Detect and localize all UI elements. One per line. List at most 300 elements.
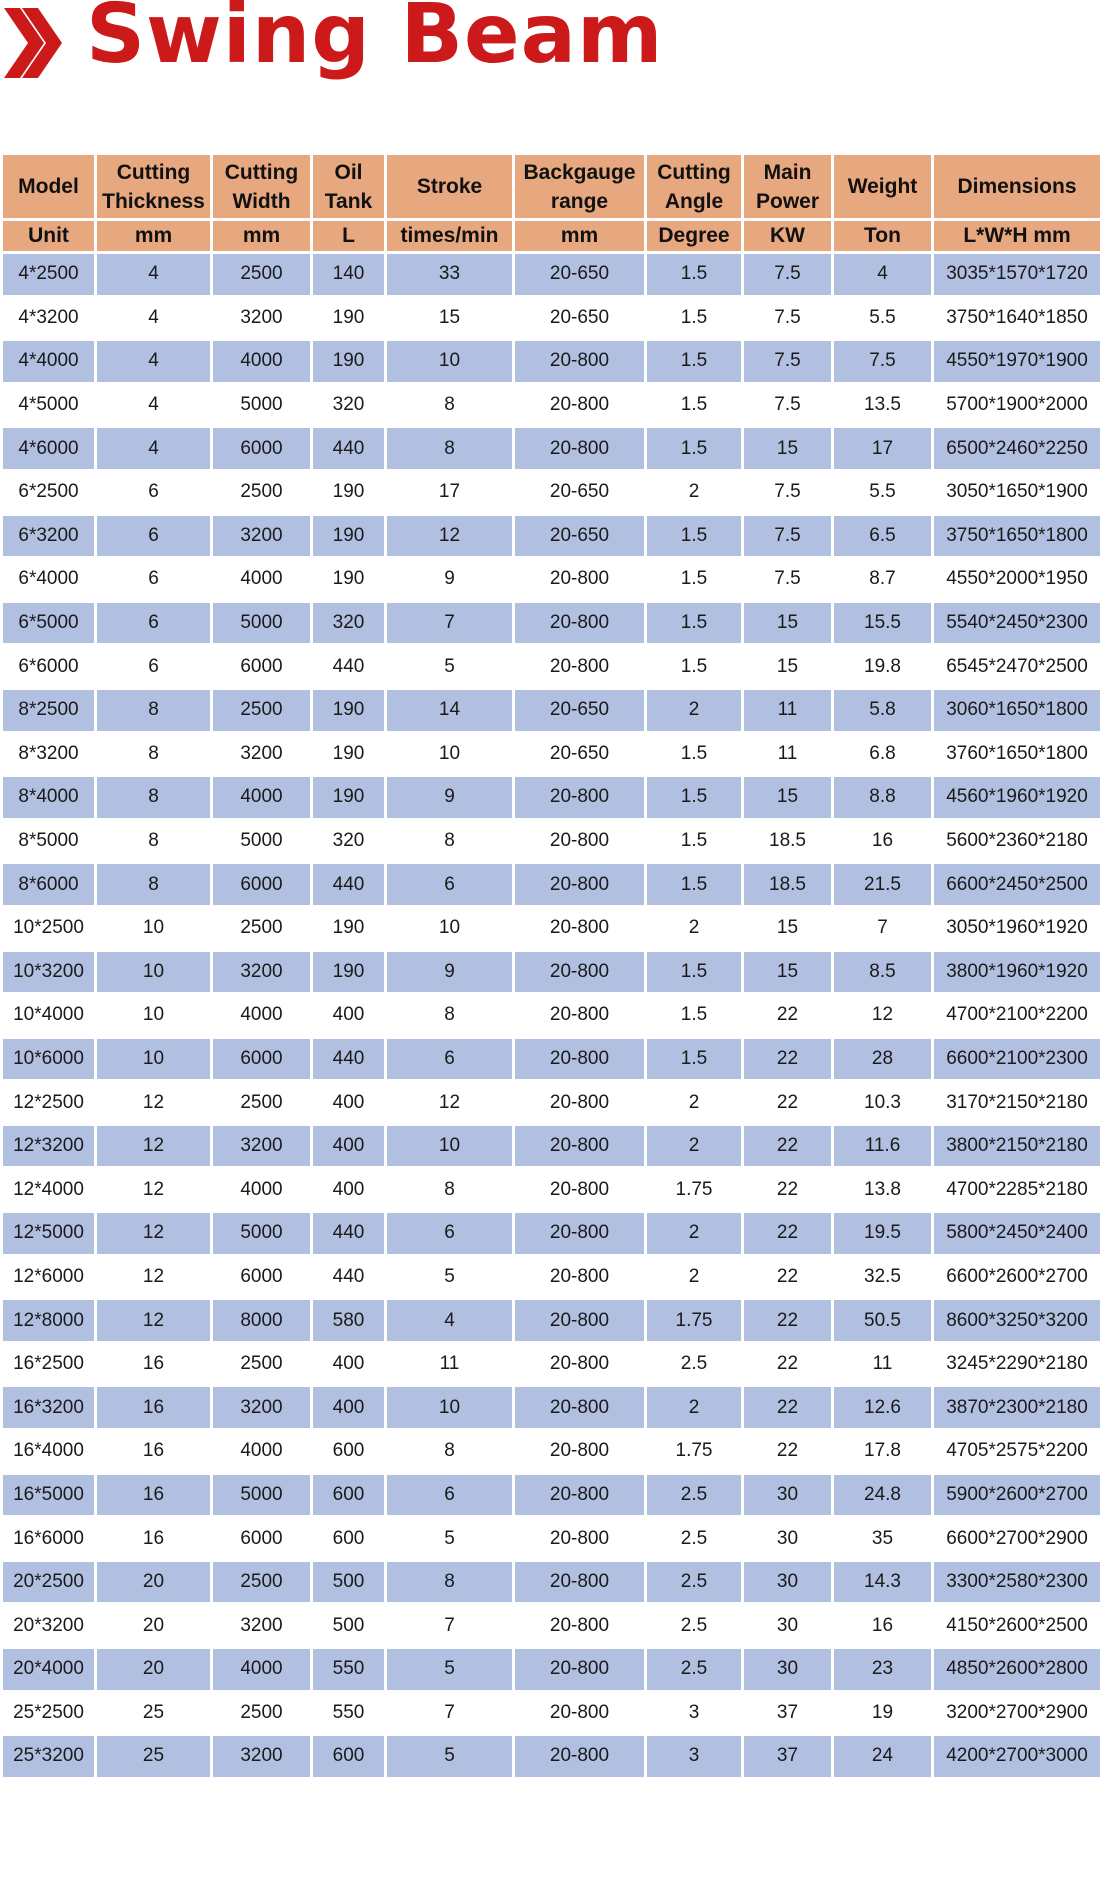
table-cell: 2500 xyxy=(212,253,312,297)
table-cell: 20-800 xyxy=(514,1735,646,1779)
table-cell: 2500 xyxy=(212,688,312,732)
table-cell: 18.5 xyxy=(743,863,833,907)
table-cell: 6 xyxy=(386,863,514,907)
table-cell: 1.5 xyxy=(646,514,743,558)
table-cell: 3170*2150*2180 xyxy=(933,1081,1100,1125)
table-cell: 2.5 xyxy=(646,1342,743,1386)
table-cell: 4*5000 xyxy=(2,383,96,427)
table-cell: 20-800 xyxy=(514,1212,646,1256)
table-cell: 25*3200 xyxy=(2,1735,96,1779)
table-cell: 16 xyxy=(833,1604,933,1648)
table-cell: 16*2500 xyxy=(2,1342,96,1386)
table-cell: 3750*1640*1850 xyxy=(933,296,1100,340)
table-cell: 2500 xyxy=(212,1560,312,1604)
table-cell: 15 xyxy=(743,601,833,645)
unit-cell: Degree xyxy=(646,220,743,253)
table-cell: 20 xyxy=(96,1604,212,1648)
table-cell: 6000 xyxy=(212,863,312,907)
table-cell: 550 xyxy=(312,1648,386,1692)
table-cell: 7 xyxy=(386,1691,514,1735)
table-cell: 22 xyxy=(743,1255,833,1299)
table-cell: 1.5 xyxy=(646,558,743,602)
table-cell: 11.6 xyxy=(833,1124,933,1168)
table-row xyxy=(2,1648,1100,1692)
table-cell: 440 xyxy=(312,863,386,907)
table-cell: 3200 xyxy=(212,950,312,994)
table-cell: 1.5 xyxy=(646,819,743,863)
table-cell: 5800*2450*2400 xyxy=(933,1212,1100,1256)
table-cell: 14 xyxy=(386,688,514,732)
table-cell: 7.5 xyxy=(743,253,833,297)
table-cell: 190 xyxy=(312,470,386,514)
table-cell: 3200 xyxy=(212,1124,312,1168)
table-row xyxy=(2,1168,1100,1212)
table-cell: 4150*2600*2500 xyxy=(933,1604,1100,1648)
table-cell: 2500 xyxy=(212,1081,312,1125)
table-cell: 6000 xyxy=(212,427,312,471)
table-cell: 12*4000 xyxy=(2,1168,96,1212)
column-header: Weight xyxy=(833,154,933,220)
table-cell: 3200*2700*2900 xyxy=(933,1691,1100,1735)
table-cell: 20-800 xyxy=(514,1473,646,1517)
table-cell: 30 xyxy=(743,1473,833,1517)
table-cell: 10 xyxy=(96,950,212,994)
table-cell: 24 xyxy=(833,1735,933,1779)
table-cell: 3300*2580*2300 xyxy=(933,1560,1100,1604)
table-row xyxy=(2,1299,1100,1343)
unit-cell: mm xyxy=(514,220,646,253)
table-cell: 4000 xyxy=(212,340,312,384)
table-cell: 10*6000 xyxy=(2,1037,96,1081)
table-cell: 5540*2450*2300 xyxy=(933,601,1100,645)
table-row xyxy=(2,1604,1100,1648)
table-cell: 12*2500 xyxy=(2,1081,96,1125)
table-cell: 320 xyxy=(312,819,386,863)
table-cell: 6*3200 xyxy=(2,514,96,558)
table-cell: 1.5 xyxy=(646,383,743,427)
table-row xyxy=(2,688,1100,732)
table-cell: 20-650 xyxy=(514,470,646,514)
table-cell: 20-800 xyxy=(514,1648,646,1692)
table-cell: 8 xyxy=(386,819,514,863)
table-row xyxy=(2,994,1100,1038)
table-cell: 20-800 xyxy=(514,1299,646,1343)
table-cell: 6.5 xyxy=(833,514,933,558)
table-cell: 20-800 xyxy=(514,1604,646,1648)
column-header: Oil Tank xyxy=(312,154,386,220)
table-cell: 190 xyxy=(312,776,386,820)
table-cell: 4 xyxy=(96,253,212,297)
table-cell: 1.5 xyxy=(646,1037,743,1081)
table-cell: 4000 xyxy=(212,776,312,820)
table-cell: 6000 xyxy=(212,1517,312,1561)
page-title: Swing Beam xyxy=(86,0,664,82)
table-cell: 8.8 xyxy=(833,776,933,820)
table-cell: 20*3200 xyxy=(2,1604,96,1648)
table-cell: 600 xyxy=(312,1735,386,1779)
table-row xyxy=(2,1691,1100,1735)
table-cell: 8 xyxy=(386,427,514,471)
table-cell: 4 xyxy=(96,383,212,427)
table-cell: 4000 xyxy=(212,994,312,1038)
table-cell: 20-800 xyxy=(514,601,646,645)
table-cell: 8 xyxy=(96,819,212,863)
table-cell: 7 xyxy=(833,906,933,950)
table-cell: 7 xyxy=(386,601,514,645)
table-cell: 22 xyxy=(743,1342,833,1386)
table-cell: 8*2500 xyxy=(2,688,96,732)
table-cell: 1.5 xyxy=(646,732,743,776)
table-cell: 20-650 xyxy=(514,296,646,340)
table-cell: 6 xyxy=(96,514,212,558)
table-cell: 400 xyxy=(312,1386,386,1430)
table-cell: 19.8 xyxy=(833,645,933,689)
table-cell: 25 xyxy=(96,1735,212,1779)
table-cell: 8 xyxy=(96,776,212,820)
table-cell: 3760*1650*1800 xyxy=(933,732,1100,776)
table-cell: 20-800 xyxy=(514,906,646,950)
table-cell: 6500*2460*2250 xyxy=(933,427,1100,471)
table-body xyxy=(2,253,1100,1779)
page-header xyxy=(0,0,1100,152)
table-cell: 4*2500 xyxy=(2,253,96,297)
table-cell: 16*3200 xyxy=(2,1386,96,1430)
unit-cell: Ton xyxy=(833,220,933,253)
table-cell: 10*2500 xyxy=(2,906,96,950)
table-cell: 20-800 xyxy=(514,950,646,994)
table-cell: 6600*2600*2700 xyxy=(933,1255,1100,1299)
table-cell: 10 xyxy=(386,1386,514,1430)
table-cell: 6545*2470*2500 xyxy=(933,645,1100,689)
table-cell: 3050*1650*1900 xyxy=(933,470,1100,514)
table-row xyxy=(2,253,1100,297)
table-cell: 440 xyxy=(312,1037,386,1081)
table-cell: 400 xyxy=(312,1081,386,1125)
table-cell: 3800*1960*1920 xyxy=(933,950,1100,994)
table-cell: 12 xyxy=(96,1255,212,1299)
table-cell: 22 xyxy=(743,1124,833,1168)
table-cell: 20-800 xyxy=(514,427,646,471)
table-cell: 23 xyxy=(833,1648,933,1692)
unit-cell: mm xyxy=(96,220,212,253)
table-cell: 16*5000 xyxy=(2,1473,96,1517)
table-row xyxy=(2,296,1100,340)
table-row xyxy=(2,1386,1100,1430)
table-cell: 5000 xyxy=(212,1212,312,1256)
table-cell: 10 xyxy=(386,1124,514,1168)
table-cell: 4705*2575*2200 xyxy=(933,1430,1100,1474)
table-cell: 4 xyxy=(96,296,212,340)
table-cell: 9 xyxy=(386,950,514,994)
table-cell: 2 xyxy=(646,906,743,950)
table-cell: 5000 xyxy=(212,1473,312,1517)
table-cell: 8 xyxy=(386,994,514,1038)
table-cell: 140 xyxy=(312,253,386,297)
table-row xyxy=(2,470,1100,514)
table-cell: 190 xyxy=(312,558,386,602)
table-cell: 10*4000 xyxy=(2,994,96,1038)
column-header: Cutting Thickness xyxy=(96,154,212,220)
table-cell: 25*2500 xyxy=(2,1691,96,1735)
table-cell: 20-800 xyxy=(514,383,646,427)
table-cell: 7.5 xyxy=(743,558,833,602)
table-cell: 190 xyxy=(312,732,386,776)
table-cell: 12 xyxy=(386,514,514,558)
table-cell: 17 xyxy=(833,427,933,471)
table-cell: 13.8 xyxy=(833,1168,933,1212)
table-cell: 20-800 xyxy=(514,1037,646,1081)
table-cell: 16 xyxy=(833,819,933,863)
table-cell: 4000 xyxy=(212,1430,312,1474)
table-cell: 7.5 xyxy=(743,383,833,427)
table-cell: 4 xyxy=(386,1299,514,1343)
table-cell: 190 xyxy=(312,688,386,732)
table-cell: 190 xyxy=(312,340,386,384)
table-cell: 20-800 xyxy=(514,1386,646,1430)
table-cell: 28 xyxy=(833,1037,933,1081)
table-cell: 3800*2150*2180 xyxy=(933,1124,1100,1168)
table-cell: 12*3200 xyxy=(2,1124,96,1168)
table-cell: 400 xyxy=(312,1124,386,1168)
unit-cell: mm xyxy=(212,220,312,253)
table-cell: 7.5 xyxy=(833,340,933,384)
table-cell: 6600*2450*2500 xyxy=(933,863,1100,907)
table-cell: 10*3200 xyxy=(2,950,96,994)
table-cell: 5 xyxy=(386,1517,514,1561)
table-cell: 1.5 xyxy=(646,994,743,1038)
table-cell: 12*8000 xyxy=(2,1299,96,1343)
table-cell: 8000 xyxy=(212,1299,312,1343)
table-cell: 6*2500 xyxy=(2,470,96,514)
table-row xyxy=(2,1430,1100,1474)
table-cell: 440 xyxy=(312,1212,386,1256)
table-cell: 24.8 xyxy=(833,1473,933,1517)
table-cell: 6 xyxy=(96,645,212,689)
table-cell: 20-800 xyxy=(514,1255,646,1299)
table-cell: 7.5 xyxy=(743,470,833,514)
table-cell: 25 xyxy=(96,1691,212,1735)
table-cell: 15 xyxy=(743,427,833,471)
table-cell: 4000 xyxy=(212,1168,312,1212)
table-cell: 190 xyxy=(312,950,386,994)
table-cell: 1.5 xyxy=(646,950,743,994)
table-cell: 30 xyxy=(743,1604,833,1648)
table-cell: 4000 xyxy=(212,1648,312,1692)
table-row xyxy=(2,1473,1100,1517)
table-row xyxy=(2,776,1100,820)
table-cell: 8 xyxy=(386,1430,514,1474)
table-row xyxy=(2,1124,1100,1168)
table-cell: 22 xyxy=(743,1168,833,1212)
table-cell: 600 xyxy=(312,1430,386,1474)
table-cell: 1.5 xyxy=(646,601,743,645)
table-cell: 12 xyxy=(833,994,933,1038)
table-cell: 6 xyxy=(96,558,212,602)
table-cell: 5700*1900*2000 xyxy=(933,383,1100,427)
table-row xyxy=(2,906,1100,950)
table-cell: 2 xyxy=(646,1386,743,1430)
table-cell: 4*3200 xyxy=(2,296,96,340)
column-header: Cutting Width xyxy=(212,154,312,220)
column-header: Stroke xyxy=(386,154,514,220)
table-cell: 20-800 xyxy=(514,863,646,907)
table-cell: 6 xyxy=(96,601,212,645)
table-cell: 1.5 xyxy=(646,863,743,907)
table-row xyxy=(2,819,1100,863)
table-cell: 15 xyxy=(743,950,833,994)
table-cell: 5.8 xyxy=(833,688,933,732)
table-cell: 4 xyxy=(96,427,212,471)
table-cell: 6 xyxy=(96,470,212,514)
table-cell: 10 xyxy=(96,994,212,1038)
table-cell: 2.5 xyxy=(646,1473,743,1517)
table-cell: 30 xyxy=(743,1648,833,1692)
table-cell: 13.5 xyxy=(833,383,933,427)
table-cell: 6 xyxy=(386,1212,514,1256)
table-cell: 4 xyxy=(833,253,933,297)
table-cell: 15 xyxy=(743,776,833,820)
table-cell: 16 xyxy=(96,1517,212,1561)
table-cell: 5 xyxy=(386,1648,514,1692)
table-cell: 2.5 xyxy=(646,1604,743,1648)
table-cell: 12*6000 xyxy=(2,1255,96,1299)
table-cell: 8.5 xyxy=(833,950,933,994)
table-cell: 20-800 xyxy=(514,1691,646,1735)
table-cell: 19 xyxy=(833,1691,933,1735)
table-row xyxy=(2,514,1100,558)
table-cell: 9 xyxy=(386,558,514,602)
table-cell: 6600*2100*2300 xyxy=(933,1037,1100,1081)
table-row xyxy=(2,1560,1100,1604)
table-cell: 400 xyxy=(312,1342,386,1386)
table-cell: 3200 xyxy=(212,296,312,340)
table-cell: 20-800 xyxy=(514,558,646,602)
table-cell: 4200*2700*3000 xyxy=(933,1735,1100,1779)
table-cell: 22 xyxy=(743,1037,833,1081)
table-cell: 6*5000 xyxy=(2,601,96,645)
table-cell: 6*4000 xyxy=(2,558,96,602)
table-row xyxy=(2,1255,1100,1299)
table-cell: 6.8 xyxy=(833,732,933,776)
table-cell: 4 xyxy=(96,340,212,384)
table-cell: 15.5 xyxy=(833,601,933,645)
table-cell: 8 xyxy=(386,1560,514,1604)
table-cell: 16 xyxy=(96,1473,212,1517)
table-cell: 3870*2300*2180 xyxy=(933,1386,1100,1430)
table-cell: 19.5 xyxy=(833,1212,933,1256)
table-cell: 1.5 xyxy=(646,340,743,384)
table-cell: 10 xyxy=(386,732,514,776)
table-cell: 10 xyxy=(96,906,212,950)
table-cell: 1.75 xyxy=(646,1299,743,1343)
unit-cell: Unit xyxy=(2,220,96,253)
table-cell: 12 xyxy=(96,1212,212,1256)
table-row xyxy=(2,863,1100,907)
table-cell: 3200 xyxy=(212,1604,312,1648)
table-cell: 22 xyxy=(743,1299,833,1343)
table-cell: 12*5000 xyxy=(2,1212,96,1256)
table-cell: 6000 xyxy=(212,645,312,689)
table-cell: 17 xyxy=(386,470,514,514)
table-cell: 8*4000 xyxy=(2,776,96,820)
table-cell: 20-800 xyxy=(514,994,646,1038)
table-cell: 3750*1650*1800 xyxy=(933,514,1100,558)
table-cell: 17.8 xyxy=(833,1430,933,1474)
table-cell: 16*6000 xyxy=(2,1517,96,1561)
table-cell: 8 xyxy=(96,688,212,732)
table-row xyxy=(2,1517,1100,1561)
table-cell: 20-800 xyxy=(514,1081,646,1125)
table-row xyxy=(2,558,1100,602)
table-cell: 20-800 xyxy=(514,1560,646,1604)
table-cell: 20-650 xyxy=(514,253,646,297)
table-row xyxy=(2,1735,1100,1779)
table-cell: 4550*2000*1950 xyxy=(933,558,1100,602)
table-cell: 320 xyxy=(312,383,386,427)
column-header: Main Power xyxy=(743,154,833,220)
table-cell: 18.5 xyxy=(743,819,833,863)
table-cell: 5.5 xyxy=(833,470,933,514)
table-cell: 20-800 xyxy=(514,1342,646,1386)
table-cell: 7.5 xyxy=(743,296,833,340)
table-cell: 5.5 xyxy=(833,296,933,340)
table-cell: 20-800 xyxy=(514,340,646,384)
table-cell: 440 xyxy=(312,645,386,689)
table-cell: 500 xyxy=(312,1560,386,1604)
table-cell: 3200 xyxy=(212,1386,312,1430)
table-cell: 8 xyxy=(96,732,212,776)
table-cell: 16 xyxy=(96,1430,212,1474)
table-cell: 20-800 xyxy=(514,776,646,820)
unit-cell: L xyxy=(312,220,386,253)
table-cell: 8*5000 xyxy=(2,819,96,863)
table-cell: 4*4000 xyxy=(2,340,96,384)
table-cell: 400 xyxy=(312,994,386,1038)
column-header: Dimensions xyxy=(933,154,1100,220)
table-cell: 50.5 xyxy=(833,1299,933,1343)
table-cell: 11 xyxy=(743,732,833,776)
table-cell: 10.3 xyxy=(833,1081,933,1125)
table-cell: 10 xyxy=(386,906,514,950)
table-cell: 2500 xyxy=(212,1691,312,1735)
table-cell: 1.5 xyxy=(646,296,743,340)
table-cell: 8.7 xyxy=(833,558,933,602)
table-cell: 30 xyxy=(743,1560,833,1604)
table-cell: 2 xyxy=(646,470,743,514)
table-cell: 21.5 xyxy=(833,863,933,907)
table-cell: 20-800 xyxy=(514,819,646,863)
table-row xyxy=(2,645,1100,689)
table-cell: 8600*3250*3200 xyxy=(933,1299,1100,1343)
table-cell: 2 xyxy=(646,688,743,732)
table-cell: 12 xyxy=(96,1168,212,1212)
table-cell: 550 xyxy=(312,1691,386,1735)
double-chevron-right-icon xyxy=(4,4,62,82)
table-cell: 5 xyxy=(386,1255,514,1299)
table-cell: 11 xyxy=(833,1342,933,1386)
table-cell: 8 xyxy=(386,383,514,427)
table-cell: 8*3200 xyxy=(2,732,96,776)
unit-cell: L*W*H mm xyxy=(933,220,1100,253)
table-cell: 20-650 xyxy=(514,732,646,776)
table-cell: 7.5 xyxy=(743,514,833,558)
table-row xyxy=(2,427,1100,471)
header-row xyxy=(2,154,1100,220)
table-cell: 20-650 xyxy=(514,514,646,558)
table-cell: 15 xyxy=(743,906,833,950)
table-cell: 1.5 xyxy=(646,776,743,820)
unit-cell: times/min xyxy=(386,220,514,253)
